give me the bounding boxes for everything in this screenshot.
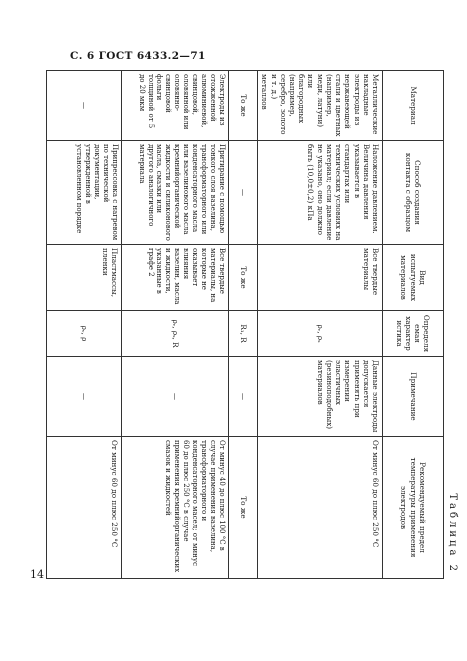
table-row — [122, 71, 229, 579]
col-header-characteristic: Определяемая характеристика — [383, 311, 444, 357]
col-header-material-type: Вид испытуемых материалов — [383, 245, 444, 311]
cell-material: — — [47, 71, 122, 141]
cell-temperature: От минус 60 до плюс 250 °С — [47, 437, 122, 579]
table-row — [47, 71, 122, 579]
cell-characteristic: ρᵥ, ρ — [47, 311, 122, 357]
data-table — [46, 70, 444, 579]
col-header-material: Материал — [383, 71, 444, 141]
cell-material-type: Пластмассы, пленки — [47, 245, 122, 311]
cell-note: — — [122, 357, 229, 437]
cell-material-type: Все твердые материалы — [258, 245, 383, 311]
cell-contact-method: Притирание с помощью тонкого слоя вазелина, трансформаторного или конденсаторного масла или вазелинового масла кремнийорганической жидкости и силиконового масла, смазки или другого аналогичного материала — [122, 141, 229, 245]
page-header: С. 6 ГОСТ 6433.2—71 — [70, 50, 206, 62]
cell-characteristic: ρᵥ, ρₛ — [258, 311, 383, 357]
cell-note: — — [229, 357, 258, 437]
cell-contact-method: — — [229, 141, 258, 245]
table-caption: Таблица 2 — [447, 493, 458, 574]
cell-material: То же — [229, 71, 258, 141]
cell-temperature: От минус 60 до плюс 250 °С — [258, 437, 383, 579]
cell-material-type: Все твердые материалы, на которые не оказывает влияния вазелин, масла и жидкости, указанные в графе 2 — [122, 245, 229, 311]
cell-note: Данные электроды допускается применять при измерении эластичных (резиноподобных) материалов — [258, 357, 383, 437]
table-row — [258, 71, 383, 579]
cell-temperature: От минус 40 до плюс 100 °С в случае применения вазелина, трансформаторного и конденсаторного масел; от минус 60 до плюс 250 °С в случае применения кремнийорганических смазок и жидкостей — [122, 437, 229, 579]
cell-contact-method: Припрессовка с нагревом по технической документации, утвержденной в установленном порядке — [47, 141, 122, 245]
cell-material: Электроды из отожженной алюминиевой, свинцовой, оловянной или оловянно-свинцовой фольги толщиной от 5 до 20 мкм — [122, 71, 229, 141]
table-row — [229, 71, 258, 579]
cell-note: — — [47, 357, 122, 437]
rotated-table — [60, 70, 460, 578]
col-header-contact-method: Способ создания контакта с образцом — [383, 141, 444, 245]
cell-temperature: То же — [229, 437, 258, 579]
cell-material: Металлические накладные электроды из нержавеющей стали и цветных (например, меди, латуни) или благородных (например, серебро, золото и т. д.) металлов — [258, 71, 383, 141]
cell-contact-method: Наложение давлением. Величина давления указывается в стандартах или технических условиях на материал; если давление не указано, оно должно быть (10,0±0,2) кПа — [258, 141, 383, 245]
table-header-row — [383, 71, 444, 579]
col-header-temperature: Рекомендуемый предел температуры применения электродов — [383, 437, 444, 579]
cell-characteristic: ρᵥ, ρₛ, R — [122, 311, 229, 357]
cell-material-type: То же — [229, 245, 258, 311]
col-header-note: Примечание — [383, 357, 444, 437]
cell-characteristic: R₁, R — [229, 311, 258, 357]
page-number: 14 — [30, 568, 44, 581]
